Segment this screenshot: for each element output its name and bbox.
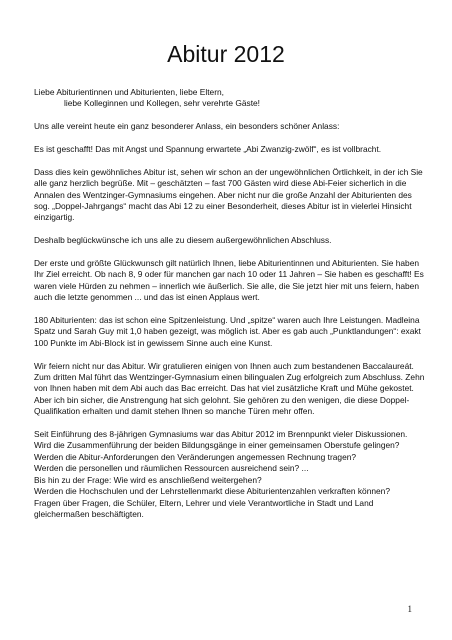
question-line: Wird die Zusammenführung der beiden Bildungsgänge in einer gemeinsamen Oberstufe gelingen? xyxy=(34,440,400,451)
paragraph-diskussionen xyxy=(34,429,426,520)
greeting-line-1: Liebe Abiturientinnen und Abiturienten, liebe Eltern, xyxy=(34,87,224,97)
document-title: Abitur 2012 xyxy=(167,41,285,67)
page-number: 1 xyxy=(407,604,412,614)
question-line: Werden die Hochschulen und der Lehrstellenmarkt diese Abiturientenzahlen verkraften können? xyxy=(34,486,391,497)
question-line: Werden die Abitur-Anforderungen den Veränderungen angemessen Rechnung tragen? xyxy=(34,451,357,462)
paragraph-oertlichkeit: Dass dies kein gewöhnliches Abitur ist, sehen wir schon an der ungewöhnlichen Örtlichkeit, in der ich Sie alle ganz herzlich begrüße. Mit – geschätzten – fast 700 Gästen wird diese Abi-Feier sicherlich in die Annalen des Wentzinger-Gymnasiums eingehen. Aber nicht nur die große Anzahl der Abiturienten des sog. „Doppel-Jahrgangs“ macht das Abi 12 zu einer Besonderheit, dieses Abitur ist in vielerlei Hinsicht einzigartig. xyxy=(34,166,423,223)
paragraph-baccalaureat: Wir feiern nicht nur das Abitur. Wir gratulieren einigen von Ihnen auch zum bestandenen Baccalaureát. Zum dritten Mal führt das Wentzinger-Gymnasium einen bilingualen Zug erfolgreich zum Abschluss. Zehn von Ihnen haben mit dem Abi auch das Bac erreicht. Das hat viel zusätzliche Kraft und Mühe gekostet. Aber ich bin sicher, die Anstrengung hat sich gelohnt. Sie gehören zu den wenigen, die diese Doppel-Qualifikation erhalten und damit stehen Ihnen so manche Türen mehr offen. xyxy=(34,360,425,417)
paragraph-geschafft: Es ist geschafft! Das mit Angst und Spannung erwartete „Abi Zwanzig-zwölf“, es ist vollbracht. xyxy=(34,144,382,154)
paragraph-glueckwunsch: Deshalb beglückwünsche ich uns alle zu diesem außergewöhnlichen Abschluss. xyxy=(34,235,332,246)
question-line: Werden die personellen und räumlichen Ressourcen ausreichend sein? ... xyxy=(34,463,309,474)
greeting-line-2: liebe Kolleginnen und Kollegen, sehr verehrte Gäste! xyxy=(64,98,261,109)
paragraph-spitzenleistung: 180 Abiturienten: das ist schon eine Spitzenleistung. Und „spitze“ waren auch Ihre Leistungen. Madleina Spatz und Sarah Guy mit 1,0 haben gezeigt, was möglich ist. Aber es gab auch „Punktlandungen“: exakt 100 Punkte im Abi-Block ist in gewissem Sinne auch eine Kunst. xyxy=(34,315,421,348)
paragraph-intro: Uns alle vereint heute ein ganz besonderer Anlass, ein besonders schöner Anlass: xyxy=(34,121,340,132)
question-line: Fragen über Fragen, die Schüler, Eltern, Lehrer und viele Verantwortliche in Stadt und Land gleichermaßen beschäftigten. xyxy=(34,497,374,519)
question-line: Seit Einführung des 8-jährigen Gymnasiums war das Abitur 2012 im Brennpunkt vieler Diskussionen. xyxy=(34,429,408,440)
document-body xyxy=(34,87,426,520)
paragraph-abiturienten: Der erste und größte Glückwunsch gilt natürlich Ihnen, liebe Abiturientinnen und Abiturienten. Sie haben Ihr Ziel erreicht. Ob nach 8, 9 oder für manchen gar nach 10 oder 11 Jahren – Sie haben es geschafft! Es waren viele Hürden zu nehmen – innerlich wie äußerlich. Sie alle, die Sie jetzt hier mit uns feiern, haben auch die letzte genommen ... und das ist einen Applaus wert. xyxy=(34,258,424,303)
question-line: Bis hin zu der Frage: Wie wird es anschließend weitergehen? xyxy=(34,474,262,485)
